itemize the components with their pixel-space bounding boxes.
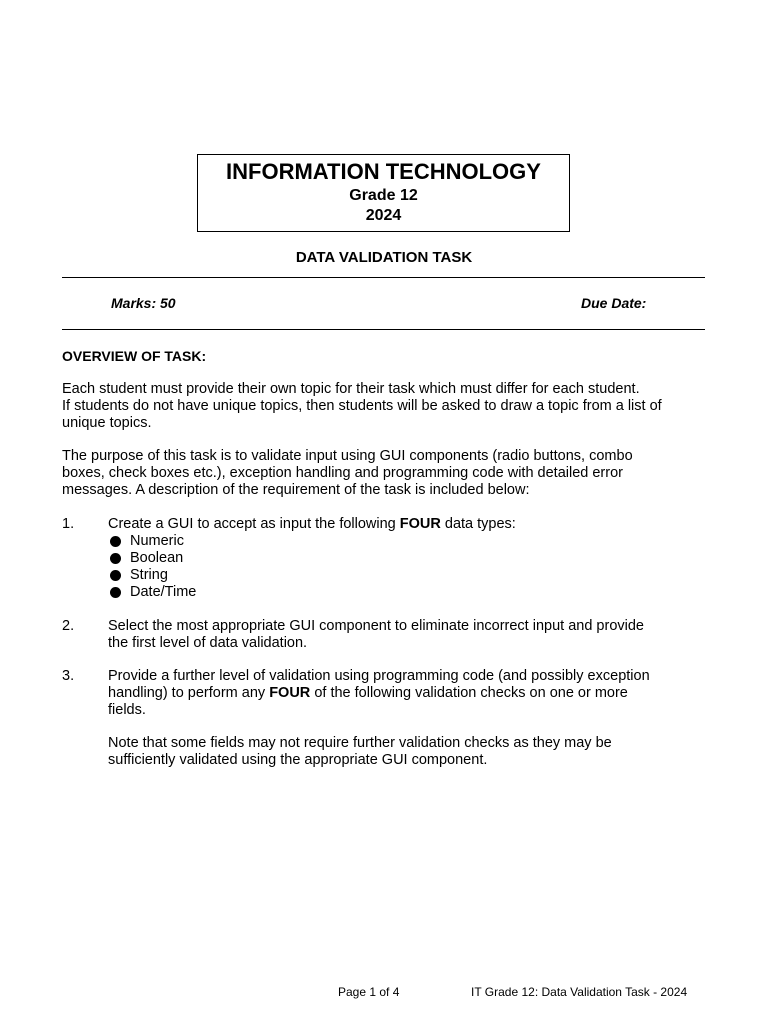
item-1-text-bold: FOUR: [399, 516, 441, 532]
bullet-icon: [110, 553, 121, 564]
list-item-label: Date/Time: [130, 584, 197, 600]
bullet-icon: [110, 587, 121, 598]
list-item: [108, 584, 196, 601]
marks-label: Marks: 50: [111, 295, 176, 311]
divider-top: [62, 277, 705, 278]
bullet-icon: [110, 570, 121, 581]
footer-document-title: IT Grade 12: Data Validation Task - 2024: [471, 985, 688, 999]
paragraph-line: messages. A description of the requirement of the task is included below:: [62, 482, 530, 498]
item-line: the first level of data validation.: [108, 635, 308, 651]
item-1-text-post: data types:: [440, 516, 516, 532]
data-types-list: [108, 533, 196, 601]
item-line: fields.: [108, 702, 146, 718]
bullet-icon: [110, 536, 121, 547]
item-1-text-pre: Create a GUI to accept as input the following: [108, 516, 400, 532]
overview-heading: OVERVIEW OF TASK:: [62, 348, 207, 364]
note-line: Note that some fields may not require further validation checks as they may be: [108, 735, 612, 751]
item-3-note: [108, 735, 708, 769]
list-item-label: Boolean: [130, 550, 184, 566]
item-3-text: [108, 668, 708, 719]
item-line: Provide a further level of validation using programming code (and possibly exception: [108, 668, 650, 684]
footer-page-number: Page 1 of 4: [338, 985, 400, 999]
paragraph-line: Each student must provide their own topic for their task which must differ for each student.: [62, 381, 640, 397]
overview-paragraph-1: [62, 381, 712, 432]
list-item: [108, 550, 196, 567]
item-3-line2-post: of the following validation checks on one or more: [310, 685, 628, 701]
task-title: DATA VALIDATION TASK: [295, 249, 473, 266]
list-item-label: String: [130, 567, 168, 583]
item-2-number: 2.: [62, 618, 75, 634]
item-3-line2-bold: FOUR: [269, 685, 311, 701]
note-line: sufficiently validated using the appropriate GUI component.: [108, 752, 488, 768]
list-item-label: Numeric: [130, 533, 184, 549]
item-3-line2-pre: handling) to perform any: [108, 685, 270, 701]
paragraph-line: If students do not have unique topics, then students will be asked to draw a topic from a list of: [62, 398, 662, 414]
due-date-label: Due Date:: [581, 295, 647, 311]
document-title: INFORMATION TECHNOLOGY: [226, 159, 541, 184]
item-1-text: [108, 516, 708, 533]
item-3-number: 3.: [62, 668, 75, 684]
paragraph-line: The purpose of this task is to validate input using GUI components (radio buttons, combo: [62, 448, 633, 464]
title-box: [197, 154, 570, 232]
grade-label: Grade 12: [349, 187, 418, 204]
year-label: 2024: [365, 207, 402, 224]
item-2-text: [108, 618, 708, 652]
paragraph-line: unique topics.: [62, 415, 152, 431]
list-item: [108, 533, 196, 550]
divider-bottom: [62, 329, 705, 330]
item-1-number: 1.: [62, 516, 75, 532]
paragraph-line: boxes, check boxes etc.), exception handling and programming code with detailed error: [62, 465, 623, 481]
list-item: [108, 567, 196, 584]
item-line: Select the most appropriate GUI component to eliminate incorrect input and provide: [108, 618, 644, 634]
overview-paragraph-2: [62, 448, 712, 499]
